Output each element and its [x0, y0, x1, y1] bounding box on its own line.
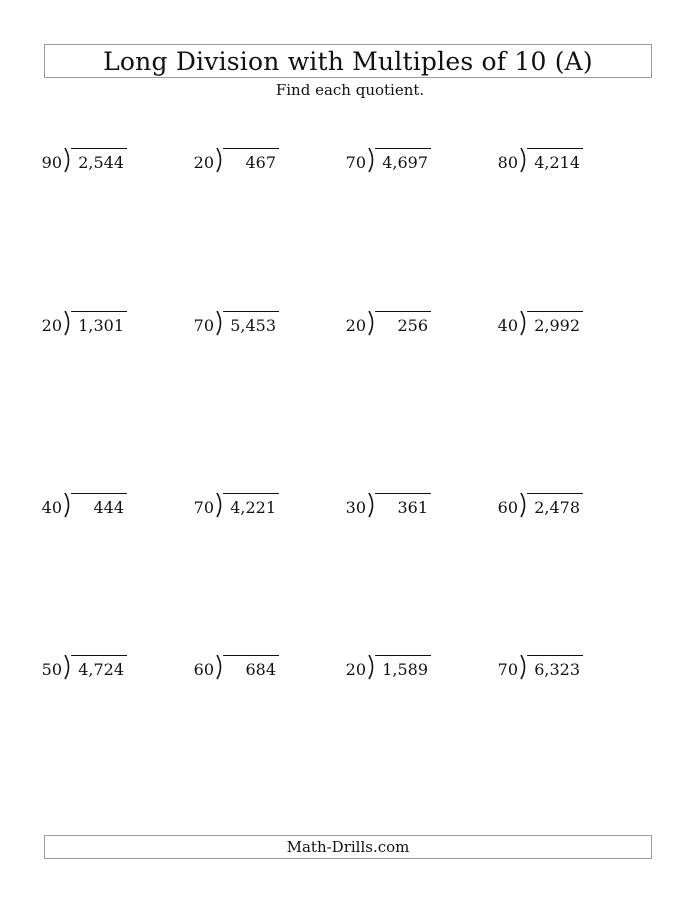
footer-box [44, 835, 652, 859]
division-overbar [375, 493, 431, 494]
dividend: 4,697 [382, 153, 428, 172]
division-problem [339, 145, 459, 175]
division-overbar [71, 148, 127, 149]
divisor: 70 [345, 153, 366, 172]
dividend: 4,724 [78, 660, 124, 679]
division-problem [35, 308, 155, 338]
division-bracket-icon [518, 145, 530, 175]
division-bracket-icon [214, 490, 226, 520]
divisor: 70 [193, 498, 214, 517]
division-bracket-icon [62, 652, 74, 682]
divisor: 20 [345, 316, 366, 335]
division-bracket-icon [214, 308, 226, 338]
division-overbar [527, 493, 583, 494]
divisor: 70 [193, 316, 214, 335]
division-bracket-icon [518, 308, 530, 338]
divisor: 90 [41, 153, 62, 172]
division-overbar [527, 311, 583, 312]
division-bracket-icon [214, 652, 226, 682]
division-problem [35, 490, 155, 520]
division-bracket-icon [366, 308, 378, 338]
division-overbar [223, 311, 279, 312]
division-overbar [71, 655, 127, 656]
division-overbar [71, 493, 127, 494]
division-bracket-icon [366, 652, 378, 682]
division-bracket-icon [62, 145, 74, 175]
division-problem [35, 652, 155, 682]
division-bracket-icon [366, 145, 378, 175]
dividend: 1,301 [78, 316, 124, 335]
divisor: 20 [345, 660, 366, 679]
division-bracket-icon [62, 308, 74, 338]
division-bracket-icon [518, 490, 530, 520]
division-problem [339, 652, 459, 682]
division-overbar [223, 493, 279, 494]
footer-text: Math-Drills.com [286, 837, 410, 856]
division-problem [187, 308, 307, 338]
division-problem [491, 308, 611, 338]
division-problem [339, 490, 459, 520]
division-overbar [223, 148, 279, 149]
division-problem [187, 490, 307, 520]
division-problem [491, 652, 611, 682]
divisor: 20 [193, 153, 214, 172]
division-problem [187, 145, 307, 175]
dividend: 1,589 [382, 660, 428, 679]
division-problem [339, 308, 459, 338]
divisor: 50 [41, 660, 62, 679]
division-bracket-icon [214, 145, 226, 175]
division-overbar [375, 311, 431, 312]
divisor: 60 [193, 660, 214, 679]
divisor: 40 [41, 498, 62, 517]
dividend: 361 [397, 498, 428, 517]
division-overbar [527, 655, 583, 656]
dividend: 5,453 [230, 316, 276, 335]
divisor: 30 [345, 498, 366, 517]
division-overbar [71, 311, 127, 312]
instructions: Find each quotient. [275, 81, 425, 99]
page-title: Long Division with Multiples of 10 (A) [103, 46, 593, 76]
division-bracket-icon [366, 490, 378, 520]
dividend: 2,544 [78, 153, 124, 172]
division-bracket-icon [518, 652, 530, 682]
dividend: 2,992 [534, 316, 580, 335]
dividend: 256 [397, 316, 428, 335]
divisor: 70 [497, 660, 518, 679]
divisor: 80 [497, 153, 518, 172]
dividend: 684 [245, 660, 276, 679]
division-problem [491, 490, 611, 520]
division-problem [187, 652, 307, 682]
division-problem [491, 145, 611, 175]
dividend: 467 [245, 153, 276, 172]
dividend: 4,214 [534, 153, 580, 172]
division-overbar [375, 148, 431, 149]
dividend: 444 [93, 498, 124, 517]
division-overbar [223, 655, 279, 656]
divisor: 20 [41, 316, 62, 335]
divisor: 40 [497, 316, 518, 335]
title-box [44, 44, 652, 78]
dividend: 4,221 [230, 498, 276, 517]
divisor: 60 [497, 498, 518, 517]
division-overbar [375, 655, 431, 656]
division-overbar [527, 148, 583, 149]
dividend: 6,323 [534, 660, 580, 679]
dividend: 2,478 [534, 498, 580, 517]
division-problem [35, 145, 155, 175]
division-bracket-icon [62, 490, 74, 520]
